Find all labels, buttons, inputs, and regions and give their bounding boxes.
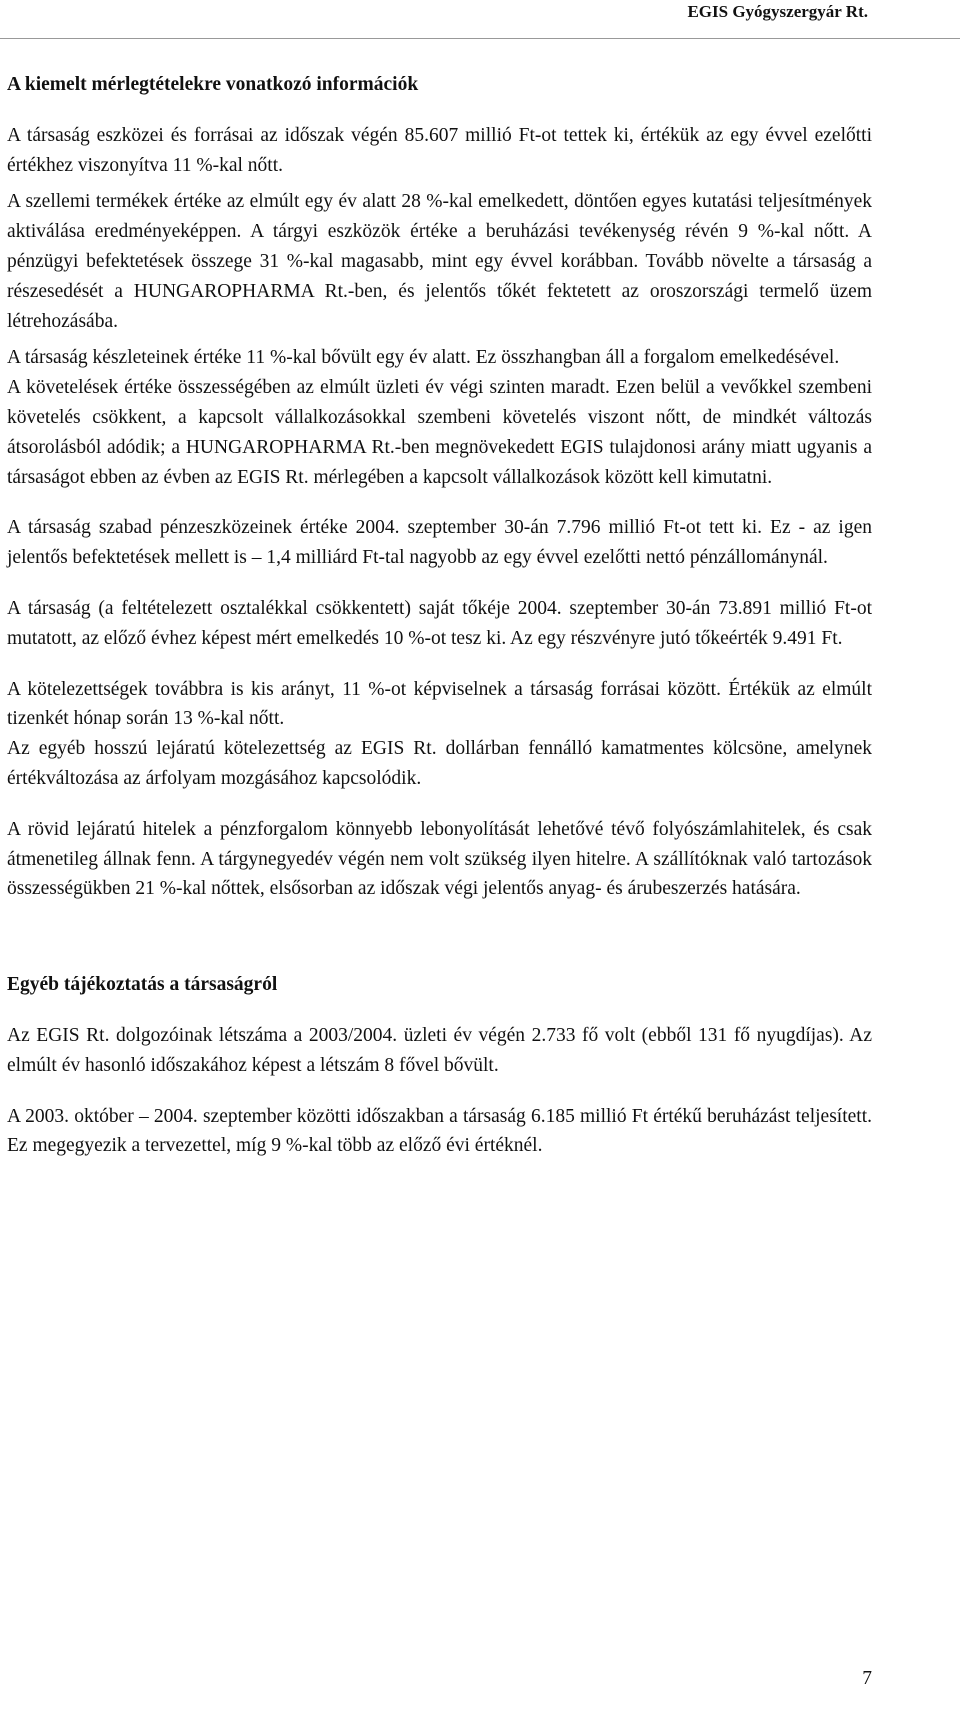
header-divider xyxy=(0,38,960,39)
paragraph-headcount: Az EGIS Rt. dolgozóinak létszáma a 2003/2004. üzleti év végén 2.733 fő volt (ebből 131 fő nyugdíjas). Az elmúlt év hasonló időszakához képest a létszám 8 fővel bővült. xyxy=(7,1024,872,1076)
paragraph-investment: A 2003. október – 2004. szeptember közötti időszakban a társaság 6.185 millió Ft értékű beruházást teljesített. Ez megegyezik a tervezettel, míg 9 %-kal több az előző évi értéknél. xyxy=(7,1105,872,1157)
paragraph-assets: A társaság eszközei és forrásai az időszak végén 85.607 millió Ft-ot tettek ki, értékük az egy évvel ezelőtti értékhez viszonyítva 11 %-kal nőtt. xyxy=(7,124,872,176)
paragraph-cash: A társaság szabad pénzeszközeinek értéke 2004. szeptember 30-án 7.796 millió Ft-ot tett ki. Ez - az igen jelentős befektetések mellett is – 1,4 milliárd Ft-tal nagyobb az egy évvel ezelőtti nettó pénzállománynál. xyxy=(7,517,872,569)
section-heading-other: Egyéb tájékoztatás a társaságról xyxy=(7,974,278,996)
document-header: EGIS Gyógyszergyár Rt. xyxy=(687,2,868,21)
paragraph-inventory: A társaság készleteinek értéke 11 %-kal bővült egy év alatt. Ez összhangban áll a forgalom emelkedésével. xyxy=(7,347,840,369)
paragraph-short-term: A rövid lejáratú hitelek a pénzforgalom könnyebb lebonyolítását lehetővé tévő folyószámlahitelek, és csak átmenetileg állnak fenn. A tárgynegyedév végén nem volt szükség ilyen hitelre. A szállítóknak való tartozások összességükben 21 %-kal nőttek, elsősorban az időszak végi jelentős anyag- és árubeszerzés hatására. xyxy=(7,818,872,900)
paragraph-liabilities: A kötelezettségek továbbra is kis arányt, 11 %-ot képviselnek a társaság forrásai között. Értékük az elmúlt tizenkét hónap során 13 %-kal nőtt. xyxy=(7,678,872,730)
paragraph-intangibles: A szellemi termékek értéke az elmúlt egy év alatt 28 %-kal emelkedett, döntően egyes kutatási teljesítmények aktiválása eredményeképpen. A tárgyi eszközök értéke a beruházási tevékenység révén 9 %-kal nőtt. A pénzügyi befektetések összege 31 %-kal magasabb, mint egy évvel korábban. Tovább növelte a társaság a részesedését a HUNGAROPHARMA Rt.-ben, és jelentős tőkét fektetett az oroszországi termelő üzem létrehozásába. xyxy=(7,191,872,332)
paragraph-receivables: A követelések értéke összességében az elmúlt üzleti év végi szinten maradt. Ezen belül a vevőkkel szembeni követelés csökkent, a kapcsolt vállalkozásokkal szembeni követelés viszont nőtt, de mindkét változás átsorolásból adódik; a HUNGAROPHARMA Rt.-ben megnövekedett EGIS tulajdonosi arány miatt ugyanis a társaságot ebben az évben az EGIS Rt. mérlegében a kapcsolt vállalkozások között kell kimutatni. xyxy=(7,377,872,488)
document-body xyxy=(7,70,872,1161)
paragraph-equity: A társaság (a feltételezett osztalékkal csökkentett) saját tőkéje 2004. szeptember 30-án 73.891 millió Ft-ot mutatott, az előző évhez képest mért emelkedés 10 %-ot tesz ki. Az egy részvényre jutó tőkeérték 9.491 Ft. xyxy=(7,597,872,649)
page-number: 7 xyxy=(862,1668,872,1689)
section-heading-balance: A kiemelt mérlegtételekre vonatkozó információk xyxy=(7,74,419,95)
paragraph-long-term: Az egyéb hosszú lejáratú kötelezettség az EGIS Rt. dollárban fennálló kamatmentes kölcsöne, amelynek értékváltozása az árfolyam mozgásához kapcsolódik. xyxy=(7,738,872,789)
